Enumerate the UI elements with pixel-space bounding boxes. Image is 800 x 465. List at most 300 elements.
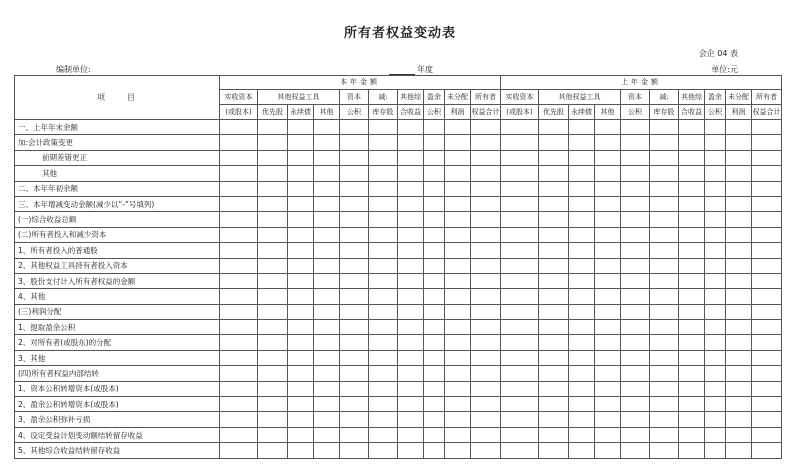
- amount-cell[interactable]: [424, 397, 445, 412]
- amount-cell[interactable]: [621, 366, 650, 381]
- amount-cell[interactable]: [569, 350, 595, 365]
- amount-cell[interactable]: [445, 120, 471, 135]
- amount-cell[interactable]: [752, 273, 782, 288]
- amount-cell[interactable]: [424, 335, 445, 350]
- amount-cell[interactable]: [340, 350, 369, 365]
- amount-cell[interactable]: [288, 150, 314, 165]
- amount-cell[interactable]: [398, 289, 424, 304]
- amount-cell[interactable]: [288, 120, 314, 135]
- amount-cell[interactable]: [650, 212, 679, 227]
- amount-cell[interactable]: [288, 381, 314, 396]
- amount-cell[interactable]: [539, 335, 569, 350]
- amount-cell[interactable]: [288, 304, 314, 319]
- amount-cell[interactable]: [445, 304, 471, 319]
- amount-cell[interactable]: [726, 412, 752, 427]
- amount-cell[interactable]: [501, 427, 539, 442]
- amount-cell[interactable]: [445, 181, 471, 196]
- amount-cell[interactable]: [314, 166, 340, 181]
- amount-cell[interactable]: [650, 443, 679, 458]
- amount-cell[interactable]: [650, 335, 679, 350]
- amount-cell[interactable]: [726, 335, 752, 350]
- amount-cell[interactable]: [752, 366, 782, 381]
- amount-cell[interactable]: [726, 243, 752, 258]
- amount-cell[interactable]: [340, 120, 369, 135]
- amount-cell[interactable]: [314, 335, 340, 350]
- amount-cell[interactable]: [340, 289, 369, 304]
- amount-cell[interactable]: [726, 181, 752, 196]
- amount-cell[interactable]: [705, 366, 726, 381]
- amount-cell[interactable]: [650, 258, 679, 273]
- amount-cell[interactable]: [595, 304, 621, 319]
- amount-cell[interactable]: [288, 412, 314, 427]
- amount-cell[interactable]: [705, 196, 726, 211]
- amount-cell[interactable]: [705, 335, 726, 350]
- amount-cell[interactable]: [424, 427, 445, 442]
- amount-cell[interactable]: [220, 227, 258, 242]
- amount-cell[interactable]: [288, 181, 314, 196]
- amount-cell[interactable]: [369, 335, 398, 350]
- amount-cell[interactable]: [569, 150, 595, 165]
- amount-cell[interactable]: [539, 273, 569, 288]
- amount-cell[interactable]: [424, 135, 445, 150]
- amount-cell[interactable]: [314, 243, 340, 258]
- amount-cell[interactable]: [220, 243, 258, 258]
- amount-cell[interactable]: [471, 443, 501, 458]
- amount-cell[interactable]: [621, 227, 650, 242]
- amount-cell[interactable]: [705, 273, 726, 288]
- amount-cell[interactable]: [726, 381, 752, 396]
- amount-cell[interactable]: [258, 381, 288, 396]
- amount-cell[interactable]: [369, 320, 398, 335]
- amount-cell[interactable]: [424, 227, 445, 242]
- amount-cell[interactable]: [501, 381, 539, 396]
- amount-cell[interactable]: [726, 443, 752, 458]
- amount-cell[interactable]: [569, 243, 595, 258]
- amount-cell[interactable]: [424, 120, 445, 135]
- amount-cell[interactable]: [258, 120, 288, 135]
- amount-cell[interactable]: [369, 397, 398, 412]
- amount-cell[interactable]: [569, 427, 595, 442]
- amount-cell[interactable]: [501, 397, 539, 412]
- amount-cell[interactable]: [445, 258, 471, 273]
- amount-cell[interactable]: [398, 335, 424, 350]
- amount-cell[interactable]: [569, 181, 595, 196]
- amount-cell[interactable]: [258, 412, 288, 427]
- amount-cell[interactable]: [539, 412, 569, 427]
- amount-cell[interactable]: [679, 258, 705, 273]
- amount-cell[interactable]: [650, 150, 679, 165]
- amount-cell[interactable]: [258, 273, 288, 288]
- amount-cell[interactable]: [679, 212, 705, 227]
- amount-cell[interactable]: [569, 304, 595, 319]
- amount-cell[interactable]: [752, 427, 782, 442]
- amount-cell[interactable]: [398, 381, 424, 396]
- amount-cell[interactable]: [752, 227, 782, 242]
- amount-cell[interactable]: [752, 181, 782, 196]
- amount-cell[interactable]: [621, 350, 650, 365]
- amount-cell[interactable]: [650, 366, 679, 381]
- amount-cell[interactable]: [445, 227, 471, 242]
- amount-cell[interactable]: [220, 212, 258, 227]
- amount-cell[interactable]: [539, 289, 569, 304]
- amount-cell[interactable]: [445, 166, 471, 181]
- amount-cell[interactable]: [471, 381, 501, 396]
- amount-cell[interactable]: [705, 412, 726, 427]
- amount-cell[interactable]: [398, 243, 424, 258]
- amount-cell[interactable]: [369, 166, 398, 181]
- amount-cell[interactable]: [424, 320, 445, 335]
- amount-cell[interactable]: [471, 335, 501, 350]
- amount-cell[interactable]: [340, 427, 369, 442]
- amount-cell[interactable]: [398, 120, 424, 135]
- amount-cell[interactable]: [398, 304, 424, 319]
- amount-cell[interactable]: [726, 397, 752, 412]
- amount-cell[interactable]: [595, 150, 621, 165]
- amount-cell[interactable]: [752, 135, 782, 150]
- amount-cell[interactable]: [369, 289, 398, 304]
- amount-cell[interactable]: [340, 212, 369, 227]
- amount-cell[interactable]: [595, 350, 621, 365]
- amount-cell[interactable]: [501, 181, 539, 196]
- amount-cell[interactable]: [288, 227, 314, 242]
- amount-cell[interactable]: [340, 320, 369, 335]
- amount-cell[interactable]: [726, 166, 752, 181]
- amount-cell[interactable]: [539, 320, 569, 335]
- amount-cell[interactable]: [705, 443, 726, 458]
- amount-cell[interactable]: [424, 381, 445, 396]
- amount-cell[interactable]: [752, 243, 782, 258]
- amount-cell[interactable]: [705, 427, 726, 442]
- amount-cell[interactable]: [726, 258, 752, 273]
- amount-cell[interactable]: [705, 289, 726, 304]
- amount-cell[interactable]: [398, 181, 424, 196]
- amount-cell[interactable]: [471, 135, 501, 150]
- amount-cell[interactable]: [621, 243, 650, 258]
- amount-cell[interactable]: [220, 412, 258, 427]
- amount-cell[interactable]: [258, 320, 288, 335]
- amount-cell[interactable]: [220, 443, 258, 458]
- amount-cell[interactable]: [369, 227, 398, 242]
- amount-cell[interactable]: [220, 366, 258, 381]
- amount-cell[interactable]: [340, 150, 369, 165]
- amount-cell[interactable]: [679, 397, 705, 412]
- amount-cell[interactable]: [314, 443, 340, 458]
- amount-cell[interactable]: [424, 166, 445, 181]
- amount-cell[interactable]: [471, 304, 501, 319]
- amount-cell[interactable]: [569, 335, 595, 350]
- amount-cell[interactable]: [501, 120, 539, 135]
- amount-cell[interactable]: [539, 196, 569, 211]
- amount-cell[interactable]: [621, 412, 650, 427]
- amount-cell[interactable]: [539, 166, 569, 181]
- amount-cell[interactable]: [501, 243, 539, 258]
- amount-cell[interactable]: [369, 273, 398, 288]
- amount-cell[interactable]: [369, 304, 398, 319]
- amount-cell[interactable]: [288, 273, 314, 288]
- amount-cell[interactable]: [752, 196, 782, 211]
- amount-cell[interactable]: [220, 350, 258, 365]
- amount-cell[interactable]: [752, 443, 782, 458]
- amount-cell[interactable]: [539, 366, 569, 381]
- amount-cell[interactable]: [445, 289, 471, 304]
- amount-cell[interactable]: [288, 243, 314, 258]
- amount-cell[interactable]: [679, 381, 705, 396]
- amount-cell[interactable]: [424, 181, 445, 196]
- amount-cell[interactable]: [424, 304, 445, 319]
- amount-cell[interactable]: [501, 212, 539, 227]
- amount-cell[interactable]: [705, 381, 726, 396]
- amount-cell[interactable]: [650, 350, 679, 365]
- year-blank[interactable]: [389, 66, 415, 75]
- amount-cell[interactable]: [679, 427, 705, 442]
- amount-cell[interactable]: [595, 120, 621, 135]
- amount-cell[interactable]: [424, 258, 445, 273]
- amount-cell[interactable]: [288, 289, 314, 304]
- amount-cell[interactable]: [679, 120, 705, 135]
- amount-cell[interactable]: [621, 150, 650, 165]
- amount-cell[interactable]: [424, 243, 445, 258]
- amount-cell[interactable]: [679, 196, 705, 211]
- amount-cell[interactable]: [369, 366, 398, 381]
- amount-cell[interactable]: [705, 350, 726, 365]
- amount-cell[interactable]: [220, 289, 258, 304]
- amount-cell[interactable]: [288, 366, 314, 381]
- amount-cell[interactable]: [424, 273, 445, 288]
- amount-cell[interactable]: [726, 135, 752, 150]
- amount-cell[interactable]: [314, 258, 340, 273]
- amount-cell[interactable]: [679, 304, 705, 319]
- amount-cell[interactable]: [220, 258, 258, 273]
- amount-cell[interactable]: [258, 243, 288, 258]
- amount-cell[interactable]: [621, 289, 650, 304]
- amount-cell[interactable]: [445, 273, 471, 288]
- amount-cell[interactable]: [595, 427, 621, 442]
- amount-cell[interactable]: [650, 135, 679, 150]
- amount-cell[interactable]: [595, 412, 621, 427]
- amount-cell[interactable]: [314, 289, 340, 304]
- amount-cell[interactable]: [340, 335, 369, 350]
- amount-cell[interactable]: [340, 135, 369, 150]
- amount-cell[interactable]: [705, 243, 726, 258]
- amount-cell[interactable]: [539, 350, 569, 365]
- amount-cell[interactable]: [445, 443, 471, 458]
- amount-cell[interactable]: [398, 150, 424, 165]
- amount-cell[interactable]: [621, 427, 650, 442]
- amount-cell[interactable]: [398, 412, 424, 427]
- amount-cell[interactable]: [445, 135, 471, 150]
- amount-cell[interactable]: [595, 258, 621, 273]
- amount-cell[interactable]: [398, 135, 424, 150]
- amount-cell[interactable]: [314, 366, 340, 381]
- amount-cell[interactable]: [752, 166, 782, 181]
- amount-cell[interactable]: [650, 166, 679, 181]
- amount-cell[interactable]: [650, 289, 679, 304]
- amount-cell[interactable]: [424, 412, 445, 427]
- amount-cell[interactable]: [726, 120, 752, 135]
- amount-cell[interactable]: [220, 135, 258, 150]
- amount-cell[interactable]: [398, 366, 424, 381]
- amount-cell[interactable]: [398, 212, 424, 227]
- amount-cell[interactable]: [569, 443, 595, 458]
- amount-cell[interactable]: [539, 381, 569, 396]
- amount-cell[interactable]: [369, 243, 398, 258]
- amount-cell[interactable]: [398, 350, 424, 365]
- amount-cell[interactable]: [424, 196, 445, 211]
- amount-cell[interactable]: [679, 366, 705, 381]
- amount-cell[interactable]: [220, 335, 258, 350]
- amount-cell[interactable]: [621, 320, 650, 335]
- amount-cell[interactable]: [471, 150, 501, 165]
- amount-cell[interactable]: [539, 120, 569, 135]
- amount-cell[interactable]: [314, 397, 340, 412]
- amount-cell[interactable]: [471, 412, 501, 427]
- amount-cell[interactable]: [369, 381, 398, 396]
- amount-cell[interactable]: [569, 381, 595, 396]
- amount-cell[interactable]: [288, 320, 314, 335]
- amount-cell[interactable]: [621, 381, 650, 396]
- amount-cell[interactable]: [501, 412, 539, 427]
- amount-cell[interactable]: [471, 227, 501, 242]
- amount-cell[interactable]: [398, 443, 424, 458]
- amount-cell[interactable]: [539, 150, 569, 165]
- amount-cell[interactable]: [340, 366, 369, 381]
- amount-cell[interactable]: [705, 320, 726, 335]
- amount-cell[interactable]: [424, 443, 445, 458]
- amount-cell[interactable]: [621, 181, 650, 196]
- amount-cell[interactable]: [650, 243, 679, 258]
- amount-cell[interactable]: [621, 397, 650, 412]
- amount-cell[interactable]: [705, 227, 726, 242]
- amount-cell[interactable]: [398, 258, 424, 273]
- amount-cell[interactable]: [752, 412, 782, 427]
- amount-cell[interactable]: [501, 273, 539, 288]
- amount-cell[interactable]: [445, 243, 471, 258]
- amount-cell[interactable]: [705, 166, 726, 181]
- amount-cell[interactable]: [340, 181, 369, 196]
- amount-cell[interactable]: [679, 243, 705, 258]
- amount-cell[interactable]: [314, 304, 340, 319]
- amount-cell[interactable]: [752, 289, 782, 304]
- amount-cell[interactable]: [314, 412, 340, 427]
- amount-cell[interactable]: [650, 320, 679, 335]
- amount-cell[interactable]: [569, 120, 595, 135]
- amount-cell[interactable]: [288, 196, 314, 211]
- amount-cell[interactable]: [369, 212, 398, 227]
- amount-cell[interactable]: [679, 350, 705, 365]
- amount-cell[interactable]: [398, 227, 424, 242]
- amount-cell[interactable]: [539, 181, 569, 196]
- amount-cell[interactable]: [445, 366, 471, 381]
- amount-cell[interactable]: [471, 320, 501, 335]
- amount-cell[interactable]: [679, 320, 705, 335]
- amount-cell[interactable]: [314, 427, 340, 442]
- amount-cell[interactable]: [752, 335, 782, 350]
- amount-cell[interactable]: [705, 120, 726, 135]
- amount-cell[interactable]: [726, 427, 752, 442]
- amount-cell[interactable]: [726, 366, 752, 381]
- amount-cell[interactable]: [595, 181, 621, 196]
- amount-cell[interactable]: [220, 166, 258, 181]
- amount-cell[interactable]: [314, 320, 340, 335]
- amount-cell[interactable]: [398, 273, 424, 288]
- amount-cell[interactable]: [752, 150, 782, 165]
- amount-cell[interactable]: [595, 320, 621, 335]
- amount-cell[interactable]: [258, 289, 288, 304]
- amount-cell[interactable]: [369, 150, 398, 165]
- amount-cell[interactable]: [501, 304, 539, 319]
- amount-cell[interactable]: [539, 427, 569, 442]
- amount-cell[interactable]: [621, 258, 650, 273]
- amount-cell[interactable]: [369, 196, 398, 211]
- amount-cell[interactable]: [501, 196, 539, 211]
- amount-cell[interactable]: [288, 258, 314, 273]
- amount-cell[interactable]: [445, 150, 471, 165]
- amount-cell[interactable]: [471, 212, 501, 227]
- amount-cell[interactable]: [569, 227, 595, 242]
- amount-cell[interactable]: [569, 366, 595, 381]
- amount-cell[interactable]: [314, 135, 340, 150]
- amount-cell[interactable]: [445, 212, 471, 227]
- amount-cell[interactable]: [752, 212, 782, 227]
- amount-cell[interactable]: [621, 273, 650, 288]
- amount-cell[interactable]: [752, 381, 782, 396]
- amount-cell[interactable]: [340, 443, 369, 458]
- amount-cell[interactable]: [726, 350, 752, 365]
- amount-cell[interactable]: [340, 243, 369, 258]
- amount-cell[interactable]: [595, 243, 621, 258]
- amount-cell[interactable]: [726, 150, 752, 165]
- amount-cell[interactable]: [621, 166, 650, 181]
- amount-cell[interactable]: [650, 381, 679, 396]
- amount-cell[interactable]: [398, 397, 424, 412]
- amount-cell[interactable]: [220, 120, 258, 135]
- amount-cell[interactable]: [679, 273, 705, 288]
- amount-cell[interactable]: [501, 366, 539, 381]
- amount-cell[interactable]: [621, 443, 650, 458]
- amount-cell[interactable]: [679, 166, 705, 181]
- amount-cell[interactable]: [340, 258, 369, 273]
- amount-cell[interactable]: [314, 120, 340, 135]
- amount-cell[interactable]: [752, 258, 782, 273]
- amount-cell[interactable]: [705, 304, 726, 319]
- amount-cell[interactable]: [650, 427, 679, 442]
- amount-cell[interactable]: [340, 397, 369, 412]
- amount-cell[interactable]: [445, 196, 471, 211]
- amount-cell[interactable]: [595, 135, 621, 150]
- amount-cell[interactable]: [314, 227, 340, 242]
- amount-cell[interactable]: [314, 381, 340, 396]
- amount-cell[interactable]: [424, 366, 445, 381]
- amount-cell[interactable]: [650, 196, 679, 211]
- amount-cell[interactable]: [258, 181, 288, 196]
- amount-cell[interactable]: [539, 212, 569, 227]
- amount-cell[interactable]: [679, 289, 705, 304]
- amount-cell[interactable]: [621, 135, 650, 150]
- amount-cell[interactable]: [220, 397, 258, 412]
- amount-cell[interactable]: [539, 397, 569, 412]
- amount-cell[interactable]: [471, 350, 501, 365]
- amount-cell[interactable]: [501, 258, 539, 273]
- amount-cell[interactable]: [539, 304, 569, 319]
- amount-cell[interactable]: [340, 273, 369, 288]
- amount-cell[interactable]: [445, 320, 471, 335]
- amount-cell[interactable]: [726, 273, 752, 288]
- amount-cell[interactable]: [314, 212, 340, 227]
- amount-cell[interactable]: [445, 412, 471, 427]
- amount-cell[interactable]: [471, 427, 501, 442]
- amount-cell[interactable]: [752, 304, 782, 319]
- amount-cell[interactable]: [595, 381, 621, 396]
